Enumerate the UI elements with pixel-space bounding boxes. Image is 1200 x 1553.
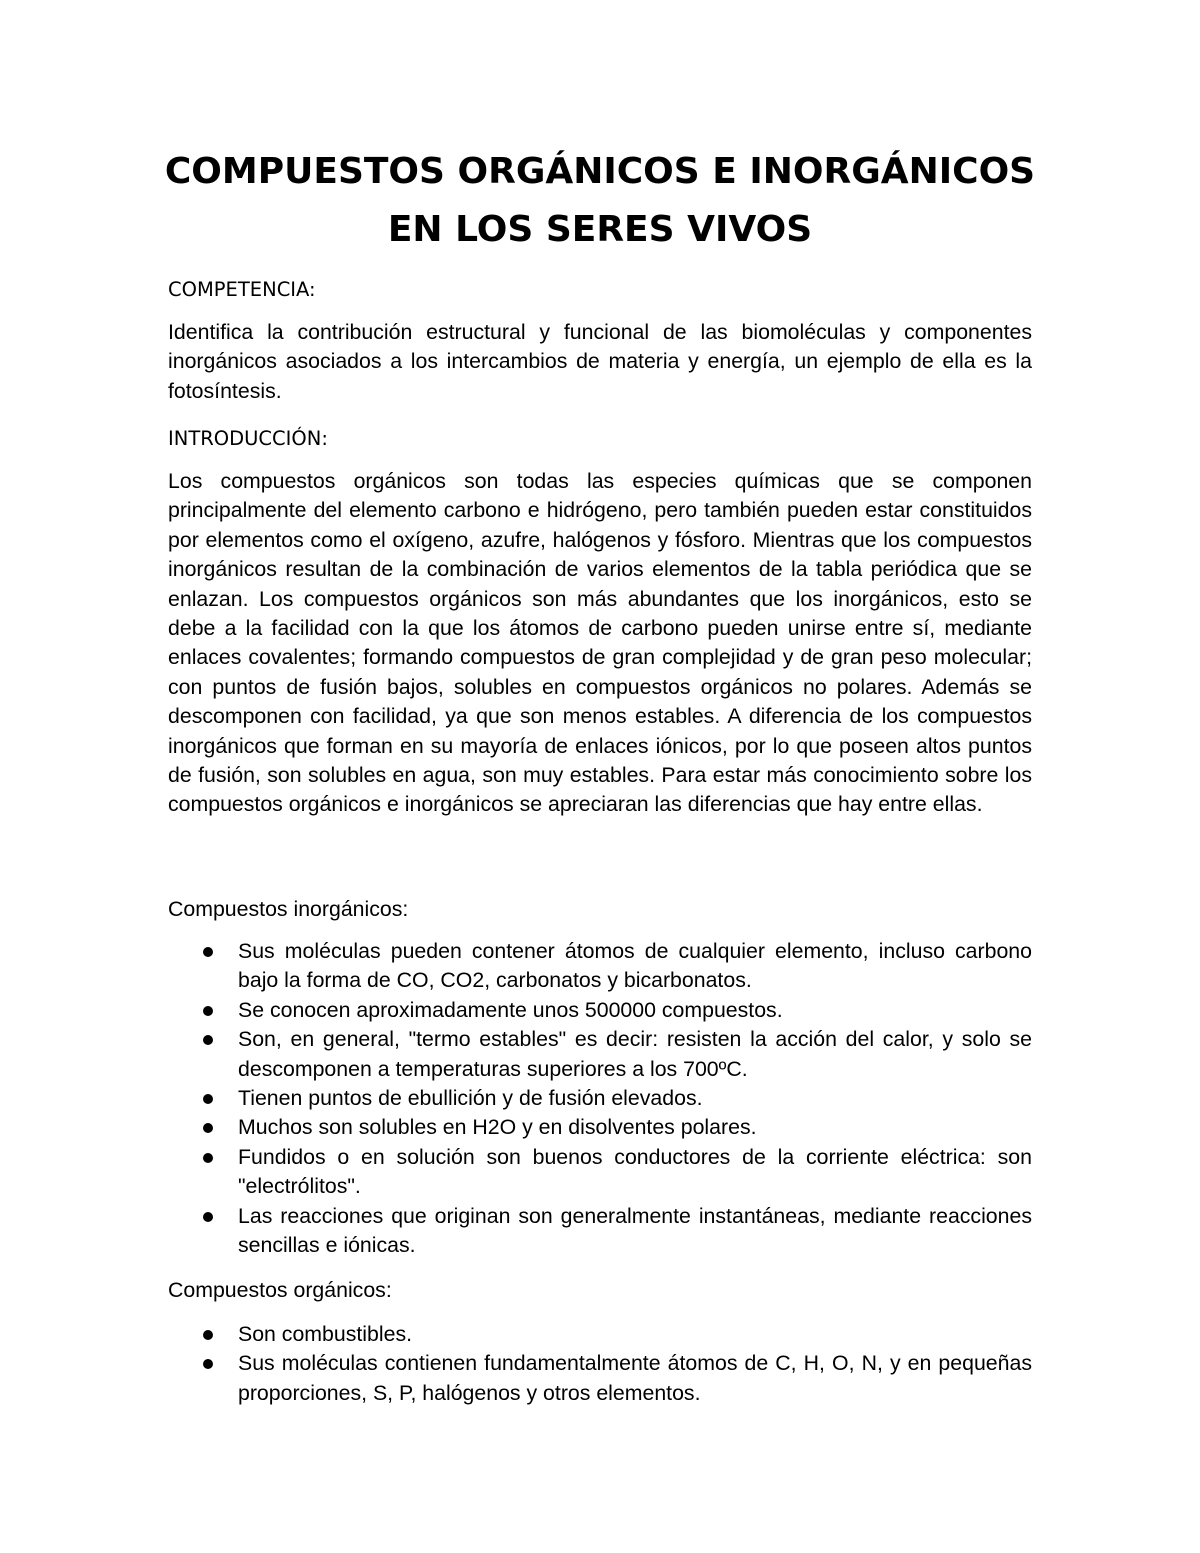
bullet-icon bbox=[203, 1006, 213, 1016]
competencia-heading: COMPETENCIA: bbox=[168, 278, 316, 301]
bullet-icon bbox=[203, 1359, 213, 1369]
inorganicos-label: Compuestos inorgánicos: bbox=[168, 897, 409, 921]
list-item-text: Muchos son solubles en H2O y en disolventes polares. bbox=[238, 1115, 757, 1140]
bullet-icon bbox=[203, 1035, 213, 1045]
list-item-text: Son, en general, "termo estables" es decir: resisten la acción del calor, y solo se descomponen a temperaturas superiores a los 700ºC. bbox=[238, 1027, 1032, 1081]
inorganicos-list bbox=[168, 937, 1032, 1260]
organicos-label: Compuestos orgánicos: bbox=[168, 1278, 392, 1302]
list-item-text: Son combustibles. bbox=[238, 1322, 413, 1346]
list-item-text: Fundidos o en solución son buenos conductores de la corriente eléctrica: son "electrólitos". bbox=[238, 1144, 1032, 1199]
list-item-text: Tienen puntos de ebullición y de fusión elevados. bbox=[238, 1086, 703, 1111]
bullet-icon bbox=[203, 1330, 213, 1340]
document-title: COMPUESTOS ORGÁNICOS E INORGÁNICOS EN LOS SERES VIVOS bbox=[164, 151, 1036, 250]
list-item bbox=[168, 1320, 1032, 1349]
list-item bbox=[168, 1084, 1032, 1113]
list-item bbox=[168, 937, 1032, 996]
bullet-icon bbox=[203, 947, 213, 957]
bullet-icon bbox=[203, 1153, 213, 1163]
list-item bbox=[168, 1143, 1032, 1202]
list-item-text: Se conocen aproximadamente unos 500000 compuestos. bbox=[238, 997, 783, 1022]
bullet-icon bbox=[203, 1212, 213, 1222]
list-item bbox=[168, 996, 1032, 1025]
list-item-text: Las reacciones que originan son generalmente instantáneas, mediante reacciones sencillas e iónicas. bbox=[238, 1203, 1032, 1258]
list-item bbox=[168, 1349, 1032, 1408]
bullet-icon bbox=[203, 1123, 213, 1133]
list-item bbox=[168, 1202, 1032, 1261]
list-item bbox=[168, 1113, 1032, 1142]
organicos-list bbox=[168, 1320, 1032, 1408]
introduccion-heading: INTRODUCCIÓN: bbox=[168, 427, 328, 450]
introduccion-paragraph: Los compuestos orgánicos son todas las especies químicas que se componen principalmente del elemento carbono e hidrógeno, pero también pueden estar constituidos por elementos como el oxígeno, azufre, halógenos y fósforo. Mientras que los compuestos inorgánicos resultan de la combinación de varios elementos de la tabla periódica que se enlazan. Los compuestos orgánicos son más abundantes que los inorgánicos, esto se debe a la facilidad con la que los átomos de carbono pueden unirse entre sí, mediante enlaces covalentes; formando compuestos de gran complejidad y de gran peso molecular; con puntos de fusión bajos, solubles en compuestos orgánicos no polares. Además se descomponen con facilidad, ya que son menos estables. A diferencia de los compuestos inorgánicos que forman en su mayoría de enlaces iónicos, por lo que poseen altos puntos de fusión, son solubles en agua, son muy estables. Para estar más conocimiento sobre los compuestos orgánicos e inorgánicos se apreciaran las diferencias que hay entre ellas. bbox=[168, 469, 1032, 817]
bullet-icon bbox=[203, 1094, 213, 1104]
list-item-text: Sus moléculas pueden contener átomos de cualquier elemento, incluso carbono bajo la forma de CO, CO2, carbonatos y bicarbonatos. bbox=[238, 939, 1032, 993]
competencia-paragraph: Identifica la contribución estructural y funcional de las biomoléculas y componentes inorgánicos asociados a los intercambios de materia y energía, un ejemplo de ella es la fotosíntesis. bbox=[168, 320, 1032, 403]
list-item bbox=[168, 1025, 1032, 1084]
list-item-text: Sus moléculas contienen fundamentalmente átomos de C, H, O, N, y en pequeñas proporciones, S, P, halógenos y otros elementos. bbox=[238, 1351, 1032, 1405]
